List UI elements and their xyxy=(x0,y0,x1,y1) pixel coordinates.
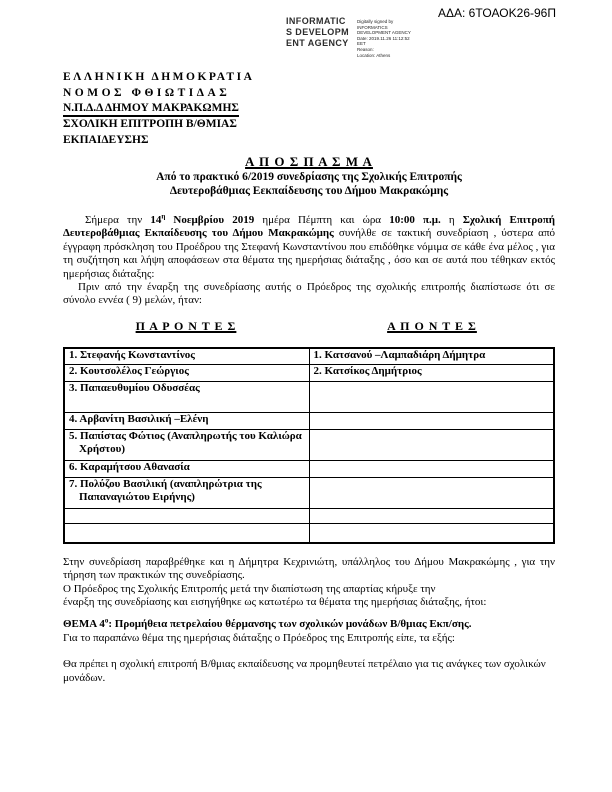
attendance-headers xyxy=(63,319,555,334)
letterhead-education: ΕΚΠΑΙΔΕΥΣΗΣ xyxy=(63,133,149,146)
present-cell xyxy=(64,523,309,543)
letterhead-republic: ΕΛΛΗΝΙΚΗ ΔΗΜΟΚΡΑΤΙΑ xyxy=(63,71,255,83)
table-row xyxy=(64,364,554,381)
topic-intro-line: Για το παραπάνω θέμα της ημερήσιας διάταξης ο Πρόεδρος της Επιτροπής είπε, τα εξής: xyxy=(63,631,455,644)
president-opening-line-2: έναρξη της συνεδρίασης και εισηγήθηκε ως κατωτέρω τα θέματα της ημερήσιας διάταξης, ήτοι: xyxy=(63,596,487,609)
letterhead-prefecture: ΝΟΜΟΣ ΦΘΙΩΤΙΔΑΣ xyxy=(63,86,231,99)
signature-detail-line: Date: 2019.11.26 11:12:52 xyxy=(357,35,410,41)
signature-agency-name: INFORMATICS DEVELOPMENT AGENCY xyxy=(286,16,350,48)
letterhead-entity xyxy=(63,101,555,117)
signature-detail-line: INFORMATICS xyxy=(357,24,388,30)
signature-detail-line: DEVELOPMENT AGENCY xyxy=(357,30,411,36)
signature-details xyxy=(357,16,411,58)
letterhead-entity-text: Ν.Π.Δ.Δ ΔΗΜΟΥ ΜΑΚΡΑΚΩΜΗΣ xyxy=(63,102,239,117)
present-cell: 6. Καραμήτσου Αθανασία xyxy=(64,460,309,477)
table-row xyxy=(64,508,554,523)
topic-ordinal-superscript: ο xyxy=(104,616,109,625)
absent-cell xyxy=(309,381,554,412)
president-opening-line-1: Ο Πρόεδρος της Σχολικής Επιτροπής μετά την διαπίστωση της απαρτίας κήρυξε την xyxy=(63,582,436,595)
absent-cell xyxy=(309,412,554,429)
absent-cell: 2. Κατσίκος Δημήτριος xyxy=(309,364,554,381)
absent-cell xyxy=(309,429,554,460)
table-row xyxy=(64,412,554,429)
present-cell: 7. Πολύζου Βασιλική (αναπληρώτρια της Παπαναγιώτου Ειρήνης) xyxy=(64,477,309,508)
letterhead-committee: ΣΧΟΛΙΚΗ ΕΠΙΤΡΟΠΗ Β/ΘΜΙΑΣ xyxy=(63,118,237,130)
intro-paragraph: Σήμερα την $14^\eta$ Νοεμβρίου 2019 ημέρα Πέμπτη και ώρα 10:00 π.μ. η Σχολική Επιτροπή Δευτεροβάθμιας Εκπαίδευσης του Δήμου Μακρακώμης συνήλθε σε τακτική συνεδρίαση , ύστερα από έγγραφη πρόσκληση του Προέδρου της Στεφανή Κωνσταντίνου που επιδόθηκε νόμιμα σε κάθε ένα μέλος , για τη συζήτηση και λήψη αποφάσεων στα θέματα της ημερήσιας διάταξης , όσο και σε αυτά που τέθηκαν εκτός ημερήσιας διάταξης: xyxy=(63,212,555,280)
signature-detail-line: Digitally signed by xyxy=(357,19,394,24)
topic-heading: ΘΕΜΑ $4^o$: Προμήθεια πετρελαίου θέρμανσης των σχολικών μονάδων Β/θμιας Εκπ/σης. xyxy=(63,616,472,631)
present-cell: 3. Παπαευθυμίου Οδυσσέας xyxy=(64,381,309,412)
topic-body: Θα πρέπει η σχολική επιτροπή Β/θμιας εκπαίδευσης να προμηθευτεί πετρέλαιο για τις ανάγκες των σχολικών μονάδων. xyxy=(63,658,546,684)
table-row xyxy=(64,460,554,477)
table-row xyxy=(64,477,554,508)
present-cell: 1. Στεφανής Κωνσταντίνος xyxy=(64,348,309,365)
digital-signature-stamp xyxy=(286,16,411,58)
title-block xyxy=(63,153,555,198)
absent-cell: 1. Κατσανού –Λαμπαδιάρη Δήμητρα xyxy=(309,348,554,365)
ada-code: ΑΔΑ: 6ΤΟΑΟΚ26-96Π xyxy=(437,6,556,20)
absent-cell xyxy=(309,477,554,508)
document-title: Α Π Ο Σ Π Α Σ Μ Α xyxy=(245,154,373,169)
absent-cell xyxy=(309,523,554,543)
closing-block xyxy=(63,556,555,610)
table-row xyxy=(64,523,554,543)
quorum-paragraph: Πριν από την έναρξη της συνεδρίασης αυτής ο Πρόεδρος της σχολικής επιτροπής διαπίστωσε ότι σε σύνολο εννέα ( 9) μελών, ήταν: xyxy=(63,281,555,307)
present-cell xyxy=(64,508,309,523)
document-subtitle-2: Δευτεροβάθμιας Εεκπαίδευσης του Δήμου Μακρακώμης xyxy=(169,184,449,197)
absent-cell xyxy=(309,508,554,523)
document-subtitle-1: Από το πρακτικό 6/2019 συνεδρίασης της Σχολικής Επιτροπής xyxy=(156,171,462,183)
present-cell: 4. Αρβανίτη Βασιλική –Ελένη xyxy=(64,412,309,429)
absent-cell xyxy=(309,460,554,477)
present-header: Π Α Ρ Ο Ν Τ Ε Σ xyxy=(135,318,237,333)
table-row xyxy=(64,429,554,460)
table-row xyxy=(64,381,554,412)
date-ordinal-superscript: η xyxy=(161,212,166,221)
table-row xyxy=(64,348,554,365)
signature-detail-line: Reason: xyxy=(357,46,374,52)
secretary-paragraph: Στην συνεδρίαση παραβρέθηκε και η Δήμητρα Κεχρινιώτη, υπάλληλος του Δήμου Μακρακώμης , για την τήρηση των πρακτικών της συνεδρίασης. xyxy=(63,555,555,582)
present-cell: 5. Παπίστας Φώτιος (Αναπληρωτής του Καλιώρα Χρήστου) xyxy=(64,429,309,460)
absent-header: Α Π Ο Ν Τ Ε Σ xyxy=(387,318,477,333)
present-cell: 2. Κουτσολέλος Γεώργιος xyxy=(64,364,309,381)
signature-detail-line: Location: Athens xyxy=(357,52,391,58)
signature-detail-line: EET xyxy=(357,41,366,47)
attendance-table xyxy=(63,347,555,544)
topic-section xyxy=(63,618,555,685)
letterhead xyxy=(63,70,555,148)
